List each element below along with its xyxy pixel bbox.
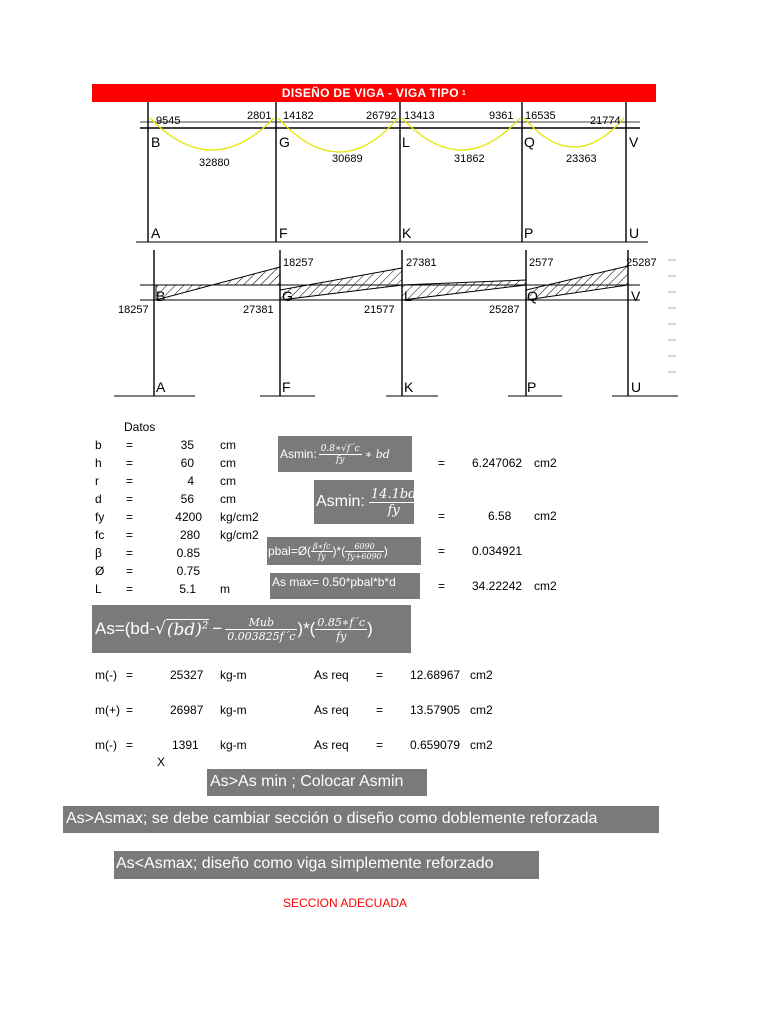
dato-eq: = — [126, 492, 134, 506]
asmin-eq-1: = — [438, 456, 446, 470]
as-req-value: 13.57905 — [410, 703, 461, 717]
as-prefix: As=(bd- — [95, 619, 155, 638]
as-req-value: 0.659079 — [410, 738, 461, 752]
dato-value: 4 — [187, 474, 194, 488]
asmin-unit-1: cm2 — [534, 456, 557, 470]
as-req-unit: cm2 — [470, 668, 493, 682]
moment-neg-1: 9545 — [156, 115, 181, 127]
as-req-label: As req — [314, 668, 349, 682]
node-P: P — [524, 225, 534, 241]
moment-neg-4: 26792 — [366, 110, 397, 122]
asmin-value-2: 6.58 — [488, 509, 512, 523]
node-F: F — [279, 225, 288, 241]
as-req-value: 12.68967 — [410, 668, 461, 682]
dato-value: 60 — [180, 456, 194, 470]
asmin-tail-1: ∗ bd — [364, 447, 390, 461]
moment-label: m(-) — [95, 738, 117, 752]
as-req-eq: = — [376, 668, 384, 682]
node-B: B — [151, 134, 161, 150]
dato-unit: kg/cm2 — [220, 528, 259, 542]
moment-diagram — [100, 102, 680, 250]
dato-name: fy — [95, 510, 105, 524]
dato-eq: = — [126, 456, 134, 470]
dato-unit: cm — [220, 474, 236, 488]
dato-name: Ø — [95, 564, 105, 578]
node-G: G — [279, 134, 290, 150]
dato-value: 56 — [180, 492, 194, 506]
moment-pos-4: 23363 — [566, 153, 597, 165]
dato-name: d — [95, 492, 102, 506]
asmax-unit: cm2 — [534, 579, 557, 593]
asmin-formula-box-1 — [278, 436, 412, 472]
as-minus: − — [212, 619, 223, 638]
shear-node-Q: Q — [527, 288, 538, 304]
asmin-eq-2: = — [438, 509, 446, 523]
node-L: L — [402, 134, 410, 150]
node-Q: Q — [524, 134, 535, 150]
as-sup: 2 — [201, 619, 209, 631]
asmax-value: 34.22242 — [472, 579, 523, 593]
dato-value: 5.1 — [179, 582, 196, 596]
asmin-fraction-2 — [369, 487, 419, 518]
dato-name: r — [95, 474, 99, 488]
dato-eq: = — [126, 546, 134, 560]
shear-bottom-3: 21577 — [364, 304, 395, 316]
pbal-fraction-2 — [345, 542, 384, 561]
dato-value: 280 — [179, 528, 200, 542]
note-asmin: As>As min ; Colocar Asmin — [207, 769, 427, 796]
asmin-label-2: Asmin: — [316, 493, 365, 510]
moment-curve-2 — [278, 118, 398, 152]
x-mark: X — [157, 755, 166, 769]
asmin-fraction-1 — [319, 444, 362, 465]
shear-node-L: L — [404, 288, 412, 304]
as-req-unit: cm2 — [470, 738, 493, 752]
asmin-den-2: fy — [387, 502, 400, 518]
shear-node-F: F — [282, 379, 291, 395]
as-mid: )*( — [297, 619, 316, 638]
pbal-fraction-1 — [311, 542, 333, 561]
shear-region-4 — [526, 266, 628, 300]
dato-unit: kg/cm2 — [220, 510, 259, 524]
dato-eq: = — [126, 564, 134, 578]
title-bar — [92, 84, 656, 102]
as-close: ) — [367, 619, 373, 638]
as-den-1: 0.003825f´c — [227, 629, 296, 643]
as-formula-box: As=(bd- √ (bd)$^2$ − $\frac{\text{Mub}}{0.003825f´c}$ )*( $\frac{0.85∗f´c}{fy}$ ) — [92, 605, 411, 653]
moment-unit: kg-m — [220, 738, 247, 752]
shear-region-2 — [280, 268, 402, 300]
moment-eq: = — [126, 668, 134, 682]
shear-node-G: G — [282, 288, 293, 304]
dato-name: b — [95, 438, 102, 452]
as-fraction-1 — [225, 616, 297, 643]
as-num-2: 0.85∗f´c — [317, 615, 366, 629]
pbal-eq: = — [438, 544, 446, 558]
as-num-1: Mub — [225, 616, 297, 630]
pbal-den-1: fy — [318, 551, 326, 561]
dato-eq: = — [126, 582, 134, 596]
shear-top-2: 27381 — [406, 257, 437, 269]
moment-label: m(+) — [95, 703, 120, 717]
pbal-label: pbal=Ø — [268, 544, 308, 558]
asmin-num-1: 0.8∗√f´c — [320, 443, 360, 454]
title-suffix: 1 — [461, 89, 467, 97]
moment-neg-7: 16535 — [525, 110, 556, 122]
pbal-num-2: 6090 — [345, 542, 384, 552]
moment-value: 25327 — [170, 668, 204, 682]
as-den-2: fy — [336, 629, 347, 643]
dato-name: β — [95, 546, 102, 560]
shear-node-U: U — [631, 379, 642, 395]
asmin-formula-box-2 — [314, 480, 417, 524]
dato-eq: = — [126, 528, 134, 542]
dato-value: 35 — [180, 438, 194, 452]
moment-pos-3: 31862 — [454, 153, 485, 165]
shear-top-3: 2577 — [529, 257, 554, 269]
as-req-eq: = — [376, 738, 384, 752]
shear-node-K: K — [404, 379, 414, 395]
note-asmax-simple: As<Asmax; diseño como viga simplemente reforzado — [114, 851, 539, 879]
moment-eq: = — [126, 703, 134, 717]
moment-unit: kg-m — [220, 703, 247, 717]
shear-bottom-4: 25287 — [489, 304, 520, 316]
dato-value: 0.75 — [176, 564, 200, 578]
moment-neg-3: 14182 — [283, 110, 314, 122]
shear-bottom-1: 18257 — [118, 304, 149, 316]
as-fraction-2 — [315, 616, 367, 643]
dato-unit: cm — [220, 492, 236, 506]
moment-curve-3 — [402, 118, 520, 150]
node-A: A — [151, 225, 161, 241]
pbal-value: 0.034921 — [472, 544, 523, 558]
asmin-num-2: 14.1bd — [370, 486, 417, 502]
shear-bottom-2: 27381 — [243, 304, 274, 316]
pbal-den-2: fy+6090 — [347, 551, 382, 561]
shear-top-4: 25287 — [626, 257, 657, 269]
asmin-value-1: 6.247062 — [472, 456, 523, 470]
title-text: DISEÑO DE VIGA - VIGA TIPO — [281, 86, 459, 100]
dato-name: L — [95, 582, 102, 596]
moment-pos-1: 32880 — [199, 157, 230, 169]
datos-header: Datos — [124, 420, 156, 434]
moment-unit: kg-m — [220, 668, 247, 682]
shear-node-P: P — [527, 379, 537, 395]
asmin-unit-2: cm2 — [534, 509, 557, 523]
dato-eq: = — [126, 510, 134, 524]
shear-node-V: V — [631, 288, 641, 304]
pbal-num-1: β∗fc — [313, 541, 331, 551]
dato-value: 0.85 — [176, 546, 200, 560]
as-req-eq: = — [376, 703, 384, 717]
shear-node-A: A — [156, 379, 166, 395]
dato-unit: m — [220, 582, 230, 596]
asmin-label-1: Asmin: — [280, 447, 317, 461]
moment-neg-2: 2801 — [247, 110, 272, 122]
asmax-eq: = — [438, 579, 446, 593]
shear-region-3 — [402, 280, 526, 300]
result-text: SECCION ADECUADA — [283, 896, 408, 910]
node-U: U — [629, 225, 640, 241]
moment-label: m(-) — [95, 668, 117, 682]
node-V: V — [629, 134, 639, 150]
shear-region-1 — [156, 267, 280, 300]
moment-value: 1391 — [172, 738, 199, 752]
shear-diagram — [100, 250, 680, 400]
dato-name: fc — [95, 528, 105, 542]
note-asmax-doble: As>Asmax; se debe cambiar sección o diseño como doblemente reforzada — [63, 806, 659, 833]
dato-eq: = — [126, 438, 134, 452]
dato-value: 4200 — [175, 510, 202, 524]
dato-unit: cm — [220, 438, 236, 452]
moment-eq: = — [126, 738, 134, 752]
dato-name: h — [95, 456, 102, 470]
as-req-unit: cm2 — [470, 703, 493, 717]
moment-value: 26987 — [170, 703, 204, 717]
as-req-label: As req — [314, 703, 349, 717]
moment-neg-5: 13413 — [404, 110, 435, 122]
asmax-formula-box: As max= 0.50*pbal*b*d — [270, 573, 420, 599]
shear-top-1: 18257 — [283, 257, 314, 269]
moment-neg-8: 21774 — [590, 115, 621, 127]
dato-unit: cm — [220, 456, 236, 470]
asmin-den-1: fy — [336, 454, 345, 465]
as-req-label: As req — [314, 738, 349, 752]
shear-node-B: B — [156, 288, 166, 304]
moment-pos-2: 30689 — [332, 153, 363, 165]
moment-neg-6: 9361 — [489, 110, 514, 122]
pbal-formula-box: pbal=Ø ( $\frac{\beta∗fc}{fy}$ )*( $\frac{6090}{fy+6090}$ ) — [267, 537, 421, 565]
as-sqrt: (bd) — [166, 619, 202, 640]
dato-eq: = — [126, 474, 134, 488]
node-K: K — [402, 225, 412, 241]
